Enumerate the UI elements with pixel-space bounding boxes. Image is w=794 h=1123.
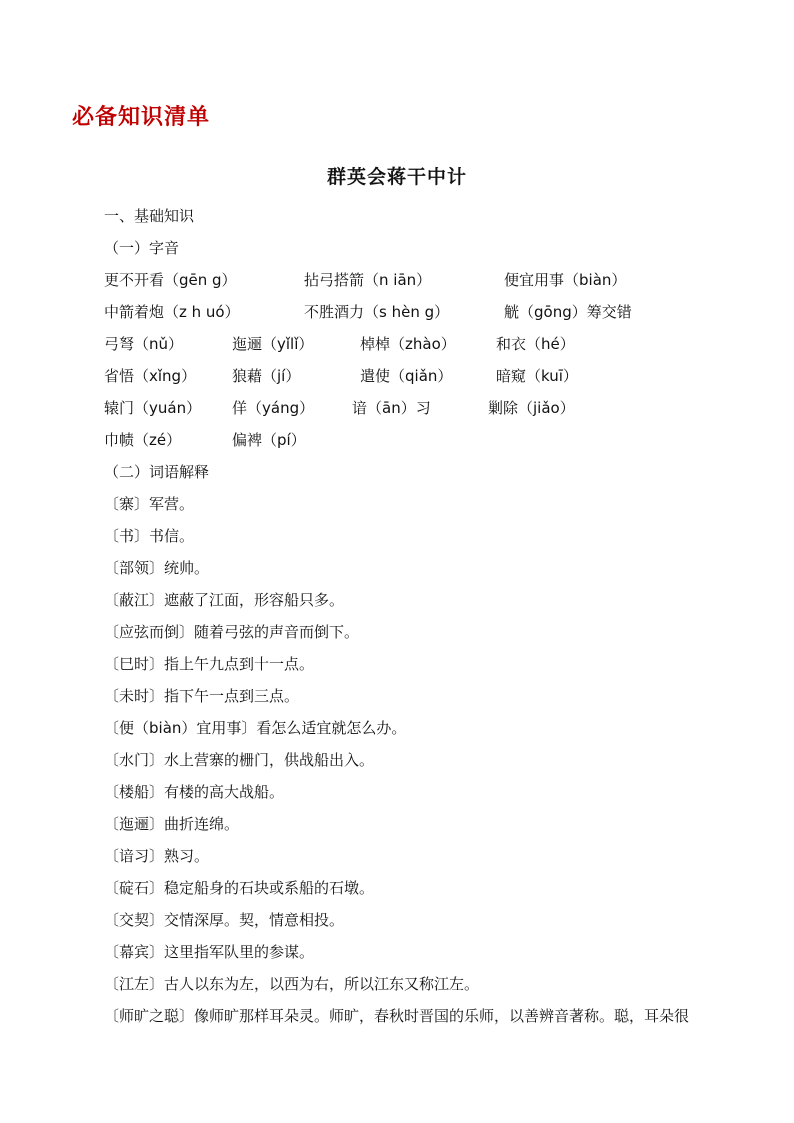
- pronunciation-row: [104, 302, 744, 334]
- pronunciation-row: [104, 366, 744, 398]
- pronunciation-item: 和衣（hé）: [496, 335, 575, 353]
- section-heading-basics: 一、基础知识: [104, 207, 195, 225]
- pronunciation-item: 暗窥（kuī）: [496, 367, 578, 385]
- pronunciation-item: 更不开看（gēn g）: [104, 271, 237, 289]
- pronunciation-item: 拈弓搭箭（n iān）: [304, 271, 432, 289]
- definition-item: 〔幕宾〕这里指军队里的参谋。: [104, 943, 315, 961]
- pronunciation-item: 谙（ān）习: [352, 399, 431, 417]
- pronunciation-item: 棹棹（zhào）: [360, 335, 456, 353]
- definition-item: 〔交契〕交情深厚。契，情意相投。: [104, 911, 345, 929]
- subsection-pronunciation: （一）字音: [104, 239, 180, 257]
- document-body: [104, 206, 744, 1038]
- definition-item: 〔便（biàn）宜用事〕看怎么适宜就怎么办。: [104, 719, 407, 737]
- definition-item: 〔谙习〕熟习。: [104, 847, 210, 865]
- pronunciation-item: 佯（yáng）: [232, 399, 315, 417]
- pronunciation-row: [104, 270, 744, 302]
- definition-item: 〔书〕书信。: [104, 527, 195, 545]
- definition-item: 〔寨〕军营。: [104, 495, 195, 513]
- pronunciation-row: [104, 398, 744, 430]
- definition-item: 〔应弦而倒〕随着弓弦的声音而倒下。: [104, 623, 360, 641]
- pronunciation-item: 遣使（qiǎn）: [360, 367, 453, 385]
- definition-item: 〔蔽江〕遮蔽了江面，形容船只多。: [104, 591, 345, 609]
- pronunciation-item: 巾帻（zé）: [104, 431, 182, 449]
- pronunciation-row: [104, 334, 744, 366]
- definition-item: 〔水门〕水上营寨的栅门，供战船出入。: [104, 751, 375, 769]
- pronunciation-item: 省悟（xǐng）: [104, 367, 197, 385]
- pronunciation-item: 觥（gōng）筹交错: [504, 303, 632, 321]
- definition-item: 〔未时〕指下午一点到三点。: [104, 687, 300, 705]
- section-header: 必备知识清单: [72, 105, 211, 130]
- pronunciation-item: 迤逦（yǐlǐ）: [232, 335, 314, 353]
- pronunciation-item: 弓弩（nǔ）: [104, 335, 184, 353]
- definition-item: 〔楼船〕有楼的高大战船。: [104, 783, 285, 801]
- pronunciation-item: 便宜用事（biàn）: [504, 271, 627, 289]
- pronunciation-row: [104, 430, 744, 462]
- pronunciation-item: 狼藉（jí）: [232, 367, 301, 385]
- definition-item: 〔巳时〕指上午九点到十一点。: [104, 655, 315, 673]
- definition-item: 〔迤逦〕曲折连绵。: [104, 815, 240, 833]
- pronunciation-item: 剿除（jiǎo）: [488, 399, 575, 417]
- definition-item: 〔江左〕古人以东为左，以西为右，所以江东又称江左。: [104, 975, 480, 993]
- definition-item: 〔部领〕统帅。: [104, 559, 210, 577]
- pronunciation-item: 辕门（yuán）: [104, 399, 202, 417]
- definition-item: 〔师旷之聪〕像师旷那样耳朵灵。师旷，春秋时晋国的乐师，以善辨音著称。聪，耳朵很: [104, 1007, 690, 1025]
- subsection-definitions: （二）词语解释: [104, 463, 210, 481]
- lesson-title: 群英会蒋干中计: [326, 166, 467, 188]
- pronunciation-item: 不胜酒力（s hèn g）: [304, 303, 450, 321]
- pronunciation-item: 偏裨（pí）: [232, 431, 306, 449]
- pronunciation-item: 中箭着炮（z h uó）: [104, 303, 240, 321]
- definition-item: 〔碇石〕稳定船身的石块或系船的石墩。: [104, 879, 375, 897]
